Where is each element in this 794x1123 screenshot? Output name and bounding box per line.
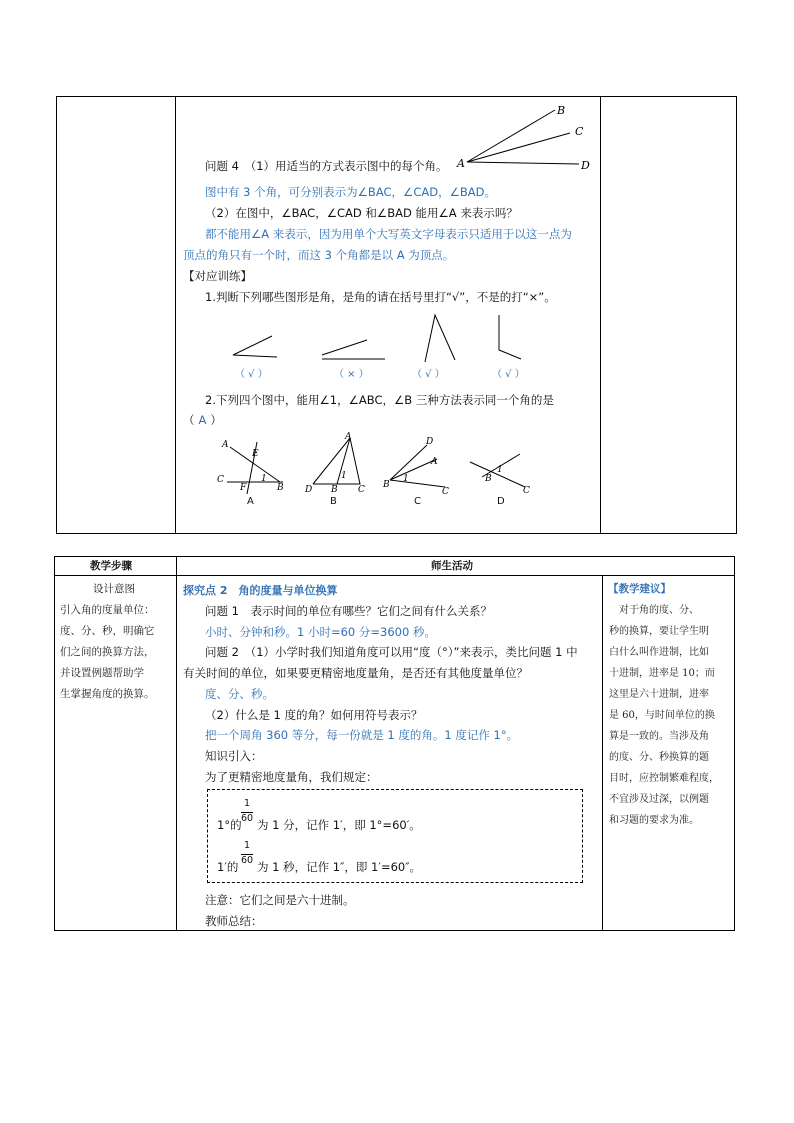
suggest-line: 是 60，与时间单位的换: [609, 710, 715, 721]
teacher-summary: 教师总结：: [205, 914, 263, 928]
design-line: 度、分、秒，明确它: [60, 625, 155, 637]
exercise-1-figures: [222, 310, 532, 372]
label-a: A: [457, 157, 465, 170]
exercise-1-answer-4: （ √ ）: [492, 369, 525, 380]
exercise-2-choice: [183, 412, 222, 428]
fraction-2-denominator: 60: [240, 855, 254, 866]
fig-a-label-b: B: [277, 483, 284, 493]
question-4: 问题 4 （1）用适当的方式表示图中的每个角。: [205, 159, 448, 173]
note: 注意：它们之间是六十进制。: [205, 893, 355, 907]
fig-c-label-d: D: [426, 437, 434, 447]
section-title: 探究点 2 角的度量与单位换算: [183, 584, 338, 597]
fig-b-label-1: 1: [341, 471, 347, 481]
fig-c-label-b: B: [383, 480, 390, 490]
exercise-1-answer-2: （ × ）: [334, 369, 369, 380]
suggest-line: 不宜涉及过深，以例题: [609, 794, 709, 805]
suggest-text: [609, 600, 719, 831]
fig-d-label-b: B: [485, 474, 492, 484]
exercise-1: 1.判断下列哪些图形是角，是角的请在括号里打“√”，不是的打“×”。: [205, 290, 556, 304]
question-4-answer-2-line-1: 都不能用∠A 来表示，因为用单个大写英文字母表示只适用于以这一点为: [205, 227, 572, 241]
fig-b-label-d: D: [305, 485, 313, 495]
knowledge-intro: 知识引入：: [205, 749, 263, 763]
rule-1-prefix: 1°的: [217, 818, 242, 832]
rule-2-prefix: 1′的: [217, 860, 239, 874]
exercise-1-answer-1: （ √ ）: [235, 369, 268, 380]
fig-a-label-f: F: [240, 483, 247, 493]
fig-c-label-a: A: [431, 457, 438, 467]
angle-bac-cad-figure: [455, 100, 600, 172]
question-1-answer: 小时、分钟和秒。1 小时=60 分=3600 秒。: [205, 625, 436, 639]
design-line: 们之间的换算方法，: [60, 646, 155, 658]
question-2-answer-2: 把一个周角 360 等分，每一份就是 1 度的角。1 度记作 1°。: [205, 728, 519, 742]
fig-b-label-c: C: [358, 485, 365, 495]
design-text: [60, 600, 155, 705]
label-b: B: [557, 104, 566, 117]
fig-a-label-a: A: [222, 440, 229, 450]
fig-c-label-c: C: [442, 487, 449, 497]
exercise-2-answer: A: [198, 413, 207, 427]
fig-a-label-1: 1: [261, 474, 267, 484]
close-paren: ）: [210, 413, 222, 427]
fig-d-label-1: 1: [497, 465, 503, 475]
header-teaching-steps: 教学步骤: [90, 560, 132, 572]
suggest-title: 【教学建议】: [608, 583, 671, 595]
exercise-2-caption-b: B: [330, 496, 337, 507]
suggest-line: 十进制，进率是 10；而: [609, 668, 715, 679]
suggest-line: 和习题的要求为准。: [609, 815, 699, 826]
fig-d-label-c: C: [523, 486, 530, 496]
fraction-1-denominator: 60: [240, 813, 254, 824]
fig-a-label-e: E: [252, 449, 259, 459]
question-2-answer-1: 度、分、秒。: [205, 687, 274, 701]
question-2-line-2: 有关时间的单位，如果要更精密地度量角，是否还有其他度量单位？: [183, 666, 528, 680]
fig-a-label-c: C: [217, 475, 224, 485]
suggest-line: 算是一致的。当涉及角: [609, 731, 709, 742]
exercise-2-caption-a: A: [247, 496, 254, 507]
question-4-answer-2-line-2: 顶点的角只有一个时，而这 3 个角都是以 A 为顶点。: [183, 248, 455, 262]
exercise-2: 2.下列四个图中，能用∠1，∠ABC，∠B 三种方法表示同一个角的是: [205, 393, 554, 407]
design-line: 生掌握角度的换算。: [60, 688, 155, 700]
rule-1: 为 1 分，记作 1′，即 1°=60′。: [257, 818, 421, 832]
practice-title: 【对应训练】: [183, 269, 252, 283]
question-4-part-2: （2）在图中，∠BAC，∠CAD 和∠BAD 能用∠A 来表示吗？: [205, 206, 518, 220]
question-2-part-2: （2）什么是 1 度的角？如何用符号表示？: [205, 708, 423, 722]
fraction-1-numerator: 1: [243, 798, 251, 809]
exercise-2-caption-c: C: [414, 496, 421, 507]
suggest-line: 对于角的度、分、: [609, 605, 699, 616]
label-d: D: [581, 159, 590, 172]
label-c: C: [575, 125, 584, 138]
fig-c-label-1: 1: [403, 474, 409, 484]
rule-intro: 为了更精密地度量角，我们规定：: [205, 770, 378, 784]
fig-b-label-a: A: [345, 432, 352, 442]
question-1: 问题 1 表示时间的单位有哪些？它们之间有什么关系？: [205, 604, 492, 618]
design-title: 设计意图: [93, 583, 135, 595]
fig-b-label-b: B: [331, 485, 338, 495]
suggest-line: 白什么叫作进制，比如: [609, 647, 709, 658]
suggest-line: 目时，应控制繁难程度，: [609, 773, 719, 784]
rule-2: 为 1 秒，记作 1″，即 1′=60″。: [257, 860, 422, 874]
suggest-line: 这里是六十进制，进率: [609, 689, 709, 700]
fraction-2-numerator: 1: [243, 840, 251, 851]
question-2-line-1: 问题 2 （1）小学时我们知道角度可以用“度（°）”来表示，类比问题 1 中: [205, 645, 578, 659]
design-line: 引入角的度量单位：: [60, 604, 155, 616]
suggest-line: 的度、分、秒换算的题: [609, 752, 709, 763]
suggest-line: 秒的换算，要让学生明: [609, 626, 709, 637]
question-4-answer-1: 图中有 3 个角，可分别表示为∠BAC，∠CAD，∠BAD。: [205, 185, 497, 199]
header-activities: 师生活动: [431, 560, 473, 572]
open-paren: （: [183, 413, 195, 427]
exercise-2-caption-d: D: [497, 496, 505, 507]
design-line: 并设置例题帮助学: [60, 667, 144, 679]
exercise-1-answer-3: （ √ ）: [412, 369, 445, 380]
